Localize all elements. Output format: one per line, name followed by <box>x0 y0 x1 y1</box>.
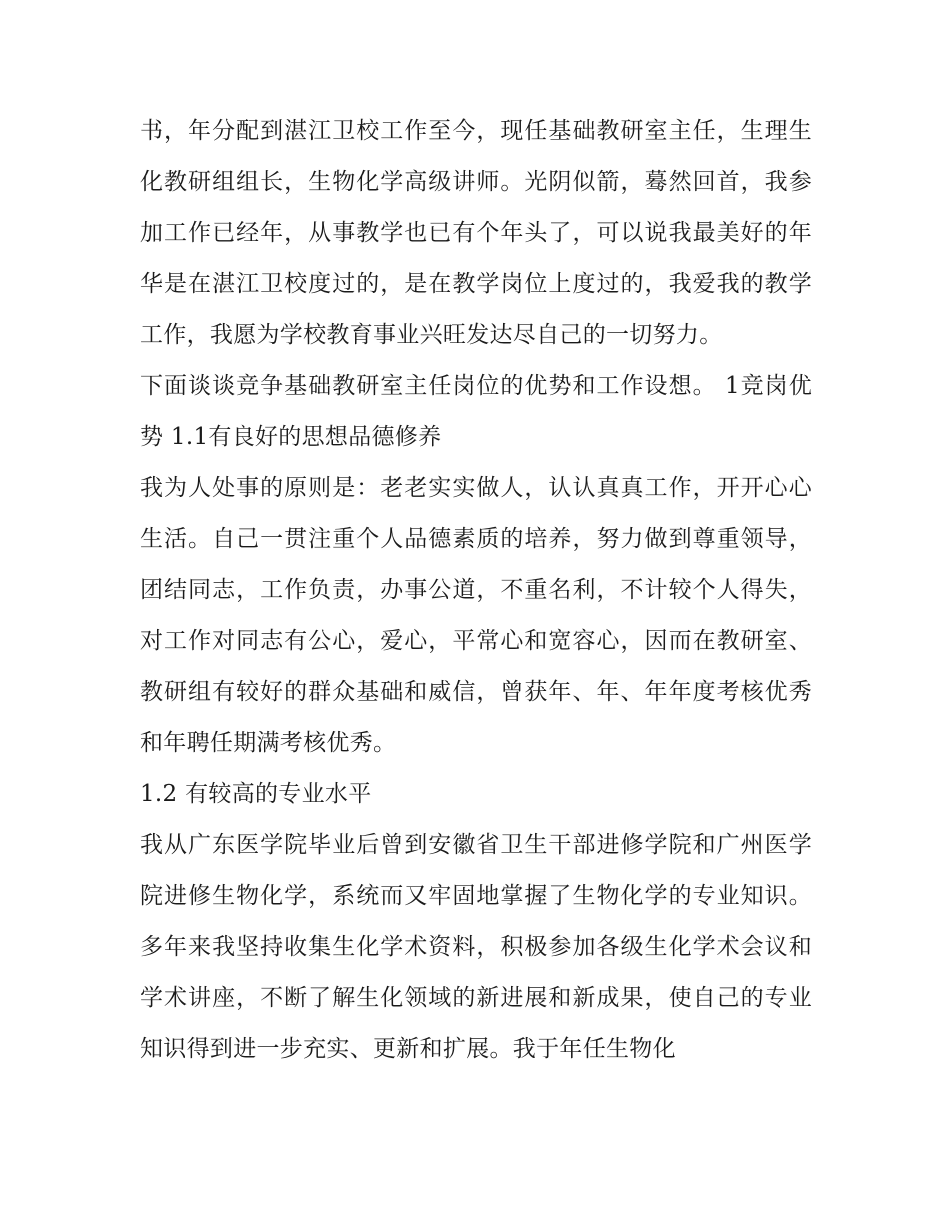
paragraph-outline: 下面谈谈竞争基础教研室主任岗位的优势和工作设想。 1竞岗优势 1.1有良好的思想品德修养 <box>140 373 812 450</box>
paragraph-professional-level: 我从广东医学院毕业后曾到安徽省卫生干部进修学院和广州医学院进修生物化学，系统而又牢固地掌握了生物化学的专业知识。多年来我坚持收集生化学术资料，积极参加各级生化学术会议和学术讲座，不断了解生化领域的新进展和新成果，使自己的专业知识得到进一步充实、更新和扩展。我于年任生物化 <box>140 832 812 1062</box>
paragraph-moral-character: 我为人处事的原则是：老老实实做人，认认真真工作，开开心心生活。自己一贯注重个人品德素质的培养，努力做到尊重领导，团结同志，工作负责，办事公道，不重名利，不计较个人得失，对工作对同志有公心，爱心，平常心和宽容心，因而在教研室、教研组有较好的群众基础和威信，曾获年、年、年年度考核优秀和年聘任期满考核优秀。 <box>140 475 812 756</box>
section-heading-professional-level: 1.2 有较高的专业水平 <box>140 781 372 807</box>
document-body <box>140 106 812 1075</box>
paragraph-intro: 书，年分配到湛江卫校工作至今，现任基础教研室主任，生理生化教研组组长，生物化学高级讲师。光阴似箭，蓦然回首，我参加工作已经年，从事教学也已有个年头了，可以说我最美好的年华是在湛江卫校度过的，是在教学岗位上度过的，我爱我的教学工作，我愿为学校教育事业兴旺发达尽自己的一切努力。 <box>140 118 812 348</box>
